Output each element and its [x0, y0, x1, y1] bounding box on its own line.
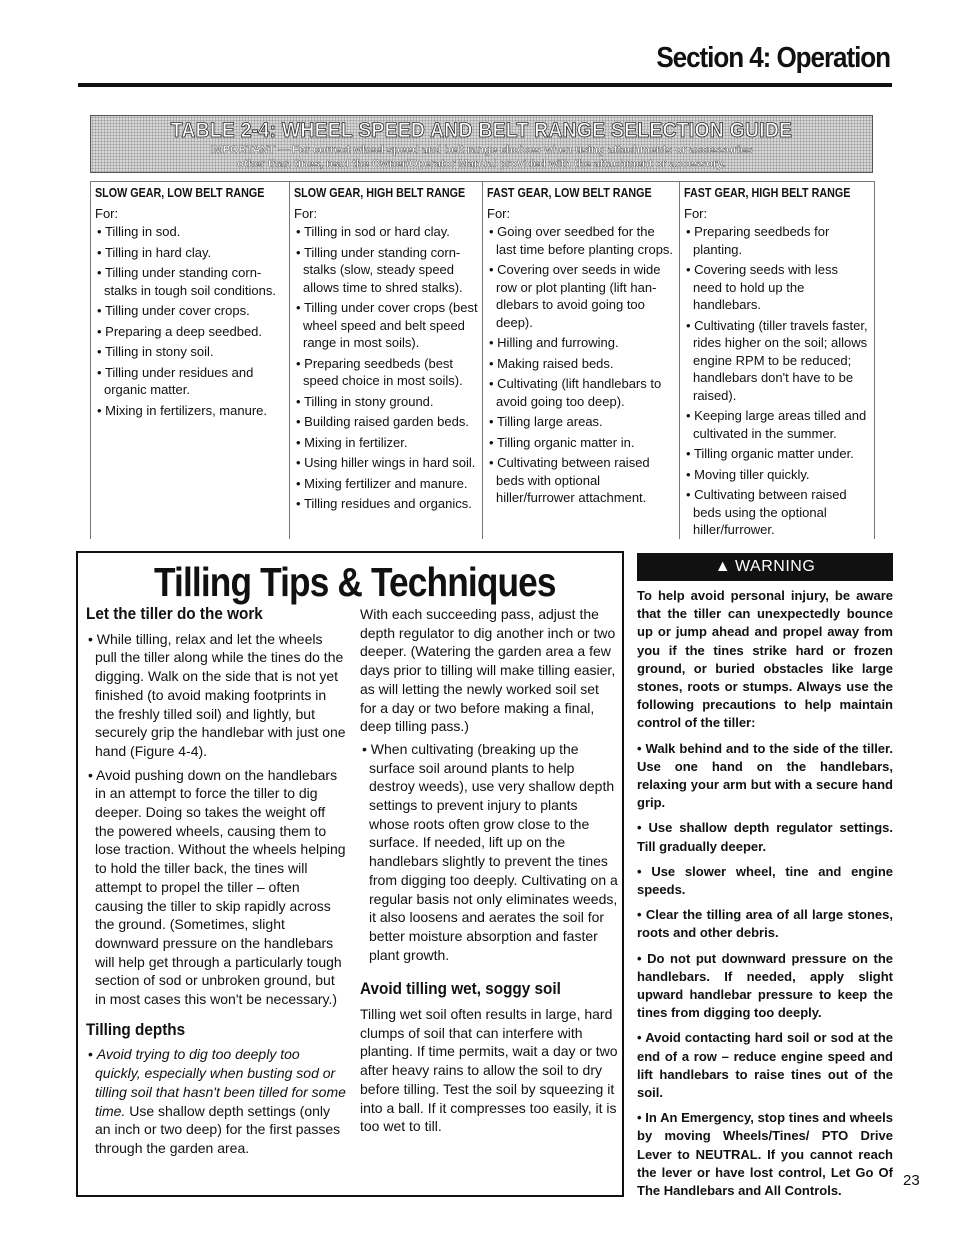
column-heading: SLOW GEAR, HIGH BELT RANGE: [294, 186, 466, 200]
list-item: • Moving tiller quickly.: [684, 466, 870, 484]
tips-middle-column: [360, 605, 618, 1136]
table-title-banner: [90, 115, 873, 173]
list-item: • Tilling residues and organics.: [294, 495, 478, 513]
warning-header: [637, 553, 893, 581]
wet-soil-paragraph: Tilling wet soil often results in large, hard clumps of soil that can interfere with planting. If time permits, wait a day or two after heavy rains to allow the soil to dry before tilling. Test the soil by squeezing it into a ball. If it compresses too easily, it is too wet to till.: [360, 1006, 618, 1135]
warning-item: • Use shallow depth regulator settings. Till gradually deeper.: [637, 819, 893, 855]
list-item: • Tilling in stony ground.: [294, 393, 478, 411]
list-item: • When cultivating (breaking up the surface soil around plants to help destroy weeds), use very shallow depth settings to prevent injury to plants whose roots often grow close to the surface. If needed, lift up on the handlebars slightly to prevent the tines from digging too deeply. Cultivating on a regular basis not only eliminates weeds, it also loosens and aerates the soil for better moisture absorption and faster plant growth.: [360, 740, 618, 964]
tips-left-column: [86, 605, 348, 1158]
table-column-slow-low: [91, 182, 290, 539]
list-item: • Tilling under residues and organic matter.: [95, 364, 285, 399]
list-item: • Building raised garden beds.: [294, 413, 478, 431]
list-item: • Mixing fertilizer and manure.: [294, 475, 478, 493]
table-column-slow-high: [290, 182, 483, 539]
tilling-depths-paragraph: [86, 1045, 348, 1157]
for-label: For:: [487, 206, 511, 221]
for-label: For:: [684, 206, 708, 221]
list-item: • Mixing in fertilizer.: [294, 434, 478, 452]
list-item: • Preparing seedbeds (best speed choice in most soils).: [294, 355, 478, 390]
warning-item: • Do not put downward pressure on the handlebars. If needed, apply slight upward handlebar pressure to keep the tines from digging too deeply.: [637, 950, 893, 1023]
warning-item: • Walk behind and to the side of the tiller. Use one hand on the handlebars, relaxing your arm but with a secure hand grip.: [637, 740, 893, 813]
warning-box: [637, 553, 893, 1207]
header-divider: [78, 83, 892, 87]
warning-item: • Use slower wheel, tine and engine speeds.: [637, 863, 893, 899]
wet-soil-heading: Avoid tilling wet, soggy soil: [360, 979, 561, 999]
list-item: • Preparing a deep seedbed.: [95, 323, 285, 341]
table-title: TABLE 2-4: WHEEL SPEED AND BELT RANGE SELECTION GUIDE: [170, 119, 793, 142]
list-item: • Cultivating between raised beds with optional hiller/furrower attachment.: [487, 454, 675, 507]
list-item: • Tilling in sod or hard clay.: [294, 223, 478, 241]
warning-text: [637, 587, 893, 1200]
tilling-depths-heading: Tilling depths: [86, 1019, 186, 1039]
list-item: • Tilling in sod.: [95, 223, 285, 241]
tilling-tips-box: [76, 551, 624, 1197]
list-item: • Tilling in stony soil.: [95, 343, 285, 361]
column-heading: FAST GEAR, LOW BELT RANGE: [487, 186, 652, 200]
depth-rest-text: Use shallow depth settings (only an inch or two deep) for the first passes through the garden area.: [95, 1102, 341, 1156]
warning-label: WARNING: [735, 558, 816, 575]
list-item: • Covering seeds with less need to hold up the handlebars.: [684, 261, 870, 314]
table-column-fast-low: [483, 182, 680, 539]
list-item: • Tilling organic matter under.: [684, 445, 870, 463]
table-column-fast-high: [680, 182, 874, 539]
list-item: • Mixing in fertilizers, manure.: [95, 402, 285, 420]
list-item: • Tilling large areas.: [487, 413, 675, 431]
warning-triangle-icon: ▲: [714, 558, 732, 575]
let-tiller-work-heading: Let the tiller do the work: [86, 604, 263, 623]
list-item: • Tilling under cover crops.: [95, 302, 285, 320]
list-item: • Tilling under standing corn-stalks in tough soil conditions.: [95, 264, 285, 299]
list-item: • Preparing seedbeds for planting.: [684, 223, 870, 258]
list-item: • Tilling under cover crops (best wheel speed and belt speed range in most soils).: [294, 299, 478, 352]
table-important-note-line2: other than tines, read the Owner/Operator Manual provided with the attachment or accessory.: [237, 158, 726, 170]
list-item: • Tilling organic matter in.: [487, 434, 675, 452]
for-label: For:: [95, 206, 119, 221]
tips-title: Tilling Tips & Techniques: [154, 559, 556, 605]
for-label: For:: [294, 206, 318, 221]
list-item: • Keeping large areas tilled and cultivated in the summer.: [684, 407, 870, 442]
list-item: • Cultivating (tiller travels faster, rides higher on the soil; allows engine RPM to be reduced; handlebars don't have to be raised).: [684, 317, 870, 405]
list-item: • Cultivating (lift handlebars to avoid going too deep).: [487, 375, 675, 410]
list-item: • Hilling and furrowing.: [487, 334, 675, 352]
column-heading: SLOW GEAR, LOW BELT RANGE: [95, 186, 265, 200]
warning-item: • In An Emergency, stop tines and wheels by moving Wheels/Tines/ PTO Drive Lever to NEUTRAL. If you cannot reach the lever or have lost control, Let Go Of The Handlebars and All Controls.: [637, 1109, 893, 1200]
list-item: • Covering over seeds in wide row or plot planting (lift han-dlebars to avoid going too deep).: [487, 261, 675, 331]
depth-continued-paragraph: With each succeeding pass, adjust the depth regulator to dig another inch or two deeper. (Watering the garden area a few days prior to tilling will make tilling easier, as will letting the newly worked soil set for a day or two before making a final, deep tilling pass.): [360, 606, 616, 735]
list-item: • Making raised beds.: [487, 355, 675, 373]
wheel-speed-table: [90, 181, 875, 539]
column-heading: FAST GEAR, HIGH BELT RANGE: [684, 186, 851, 200]
warning-intro: To help avoid personal injury, be aware that the tiller can unexpectedly bounce up or jump ahead and propel away from you if the tines strike hard or frozen ground, or buried obstacles like large stones, roots or stumps. Always use the following precautions to help maintain control of the tiller:: [637, 588, 893, 731]
list-item: • Avoid pushing down on the handlebars in an attempt to force the tiller to dig deeper. Doing so takes the weight off the powered wheels, causing them to lose traction. Without the wheels helping to hold the tiller back, the tines will attempt to propel the tiller – often causing the tiller to skip rapidly across the ground. (Sometimes, slight downward pressure on the handlebars will help get through a particularly tough section of sod or unbroken ground, but in most cases this won't be necessary.): [86, 766, 348, 1009]
depth-italic-text: Avoid trying to dig too deeply too quickly, especially when busting sod or tilling soil that hasn't been tilled for some time.: [95, 1046, 346, 1119]
list-item: • Using hiller wings in hard soil.: [294, 454, 478, 472]
list-item: • While tilling, relax and let the wheels pull the tiller along while the tines do the digging. Walk on the side that is not yet finished (to avoid making footprints in the freshly tilled soil) and lightly, but securely grip the handlebar with just one hand (Figure 4-4).: [86, 630, 348, 761]
list-item: • Cultivating between raised beds using the optional hiller/furrower.: [684, 486, 870, 539]
table-important-note-line1: IMPORTANT — For correct wheel speed and belt range choices when using attachments or accessories: [210, 144, 753, 156]
warning-item: • Clear the tilling area of all large stones, roots and other debris.: [637, 906, 893, 942]
list-item: • Tilling under standing corn-stalks (slow, steady speed allows time to shred stalks).: [294, 244, 478, 297]
warning-item: • Avoid contacting hard soil or sod at the end of a row – reduce engine speed and lift handlebars to raise tines out of the soil.: [637, 1029, 893, 1102]
list-item: • Tilling in hard clay.: [95, 244, 285, 262]
list-item: • Going over seedbed for the last time before planting crops.: [487, 223, 675, 258]
section-title: Section 4: Operation: [656, 42, 890, 74]
page-number: 23: [903, 1172, 920, 1189]
